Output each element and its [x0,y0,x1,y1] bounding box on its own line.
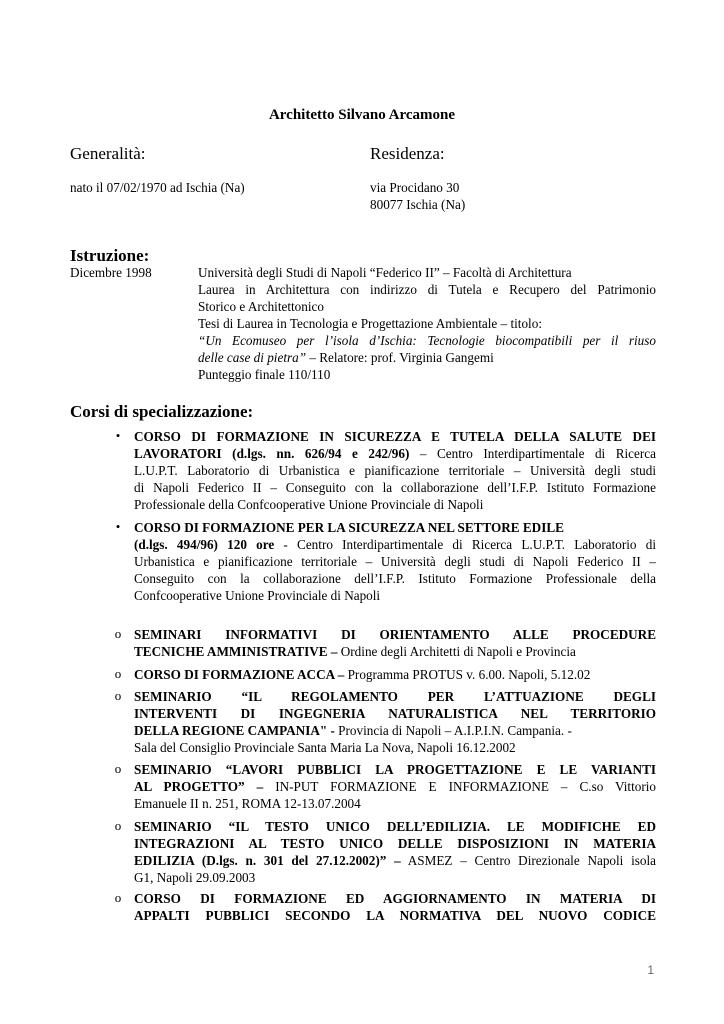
birth-info: nato il 07/02/1970 ad Ischia (Na) [70,180,245,195]
edu-thesis: Tesi di Laurea in Tecnologia e Progettazione Ambientale – titolo: [198,316,542,331]
seminar-line [134,778,656,795]
course-line: Confcooperative Unione Provinciale di Napoli [134,588,381,603]
seminar-line: APPALTI PUBBLICI SECONDO LA NORMATIVA DEL NUOVO CODICE [134,908,656,923]
edu-thesis-title-cont [198,349,656,366]
seminar-line [134,643,656,660]
residenza-heading: Residenza: [370,144,445,163]
course-line: Urbanistica e pianificazione territoriale – Università degli studi di Napoli Federico II – [134,554,656,569]
seminar-line: Sala del Consiglio Provinciale Santa Maria La Nova, Napoli 16.12.2002 [134,740,516,755]
seminar-text: Ordine degli Architetti di Napoli e Provincia [337,644,576,659]
seminar-item [134,818,656,886]
course-line [134,536,656,553]
edu-university: Università degli Studi di Napoli “Federico II” – Facoltà di Architettura [198,265,572,280]
seminar-line: Emanuele II n. 251, ROMA 12-13.07.2004 [134,796,361,811]
istruzione-heading: Istruzione: [70,246,150,265]
course-line [134,445,656,462]
seminar-line: SEMINARIO “IL TESTO UNICO DELL’EDILIZIA. LE MODIFICHE ED [134,819,656,834]
edu-thesis-title-end: delle case di pietra” [198,350,307,365]
seminar-bold: AL PROGETTO” – [134,779,264,794]
seminar-line [134,852,656,869]
bullet-disc-icon: • [115,428,121,443]
course-line: di Napoli Federico II – Conseguito con la collaborazione dell’I.F.P. Istituto Formazione [134,480,656,495]
seminar-bold: CORSO DI FORMAZIONE ACCA – [134,667,345,682]
address-line-1: via Procidano 30 [370,180,460,195]
course-line: Conseguito con la collaborazione dell’I.F.P. Istituto Formazione Professionale della [134,571,656,586]
edu-thesis-title: “Un Ecomuseo per l’isola d’Ischia: Tecnologie biocompatibili per il riuso [198,333,656,348]
seminar-bold: TECNICHE AMMINISTRATIVE – [134,644,338,659]
seminar-bold: EDILIZIA (D.lgs. n. 301 del 27.12.2002)” – [134,853,401,868]
bullet-circle-icon: o [114,626,122,641]
course-text: - Centro Interdipartimentale di Ricerca L.U.P.T. Laboratorio di [274,537,656,552]
bullet-circle-icon: o [114,666,122,681]
seminar-text: Provincia di Napoli – A.I.P.I.N. Campania. - [334,723,572,738]
page-number: 1 [647,963,654,977]
edu-degree: Laurea in Architettura con indirizzo di Tutela e Recupero del Patrimonio [198,282,656,297]
course-line: Professionale della Confcooperative Unione Provinciale di Napoli [134,497,484,512]
seminar-line: SEMINARI INFORMATIVI DI ORIENTAMENTO ALLE PROCEDURE [134,627,656,642]
seminar-line: INTEGRAZIONI AL TESTO UNICO DELLE DISPOSIZIONI IN MATERIA [134,836,656,851]
edu-supervisor: – Relatore: prof. Virginia Gangemi [306,350,494,365]
istruzione-date: Dicembre 1998 [70,265,152,280]
seminar-item [134,761,656,812]
bullet-circle-icon: o [114,818,122,833]
course-item [134,428,656,513]
corsi-heading: Corsi di specializzazione: [70,402,254,421]
address-line-2: 80077 Ischia (Na) [370,197,466,212]
course-bold: (d.lgs. 494/96) 120 ore [134,537,275,552]
seminar-text: IN-PUT FORMAZIONE E INFORMAZIONE – C.so Vittorio [263,779,656,794]
seminar-text: ASMEZ – Centro Direzionale Napoli isola [400,853,656,868]
bullet-disc-icon: • [115,519,121,534]
course-line: CORSO DI FORMAZIONE IN SICUREZZA E TUTELA DELLA SALUTE DEI [134,429,656,444]
course-line: L.U.P.T. Laboratorio di Urbanistica e pianificazione territoriale – Università degli studi [134,463,656,478]
seminar-line: SEMINARIO “LAVORI PUBBLICI LA PROGETTAZIONE E LE VARIANTI [134,762,656,777]
seminar-line [134,722,656,739]
seminar-line: CORSO DI FORMAZIONE ED AGGIORNAMENTO IN MATERIA DI [134,891,656,906]
course-bold: LAVORATORI (d.lgs. nn. 626/94 e 242/96) [134,446,410,461]
bullet-circle-icon: o [114,890,122,905]
seminar-text: Programma PROTUS v. 6.00. Napoli, 5.12.02 [344,667,591,682]
istruzione-details [198,264,656,383]
course-text: – Centro Interdipartimentale di Ricerca [409,446,656,461]
seminar-line: INTERVENTI DI INGEGNERIA NATURALISTICA NEL TERRITORIO [134,706,656,721]
bullet-circle-icon: o [114,761,122,776]
edu-degree-cont: Storico e Architettonico [198,299,324,314]
page-title: Architetto Silvano Arcamone [268,107,456,123]
bullet-circle-icon: o [114,688,122,703]
edu-score: Punteggio finale 110/110 [198,367,331,382]
generalita-heading: Generalità: [70,144,146,163]
seminar-line [134,666,656,683]
seminar-bold: DELLA REGIONE CAMPANIA" - [134,723,335,738]
seminar-item [134,890,656,924]
seminar-item [134,688,656,756]
seminar-line: SEMINARIO “IL REGOLAMENTO PER L’ATTUAZIONE DEGLI [134,689,656,704]
course-line: CORSO DI FORMAZIONE PER LA SICUREZZA NEL SETTORE EDILE [134,520,564,535]
seminar-item [134,626,656,660]
seminar-item [134,666,656,683]
course-item [134,519,656,604]
seminar-line: G1, Napoli 29.09.2003 [134,870,256,885]
